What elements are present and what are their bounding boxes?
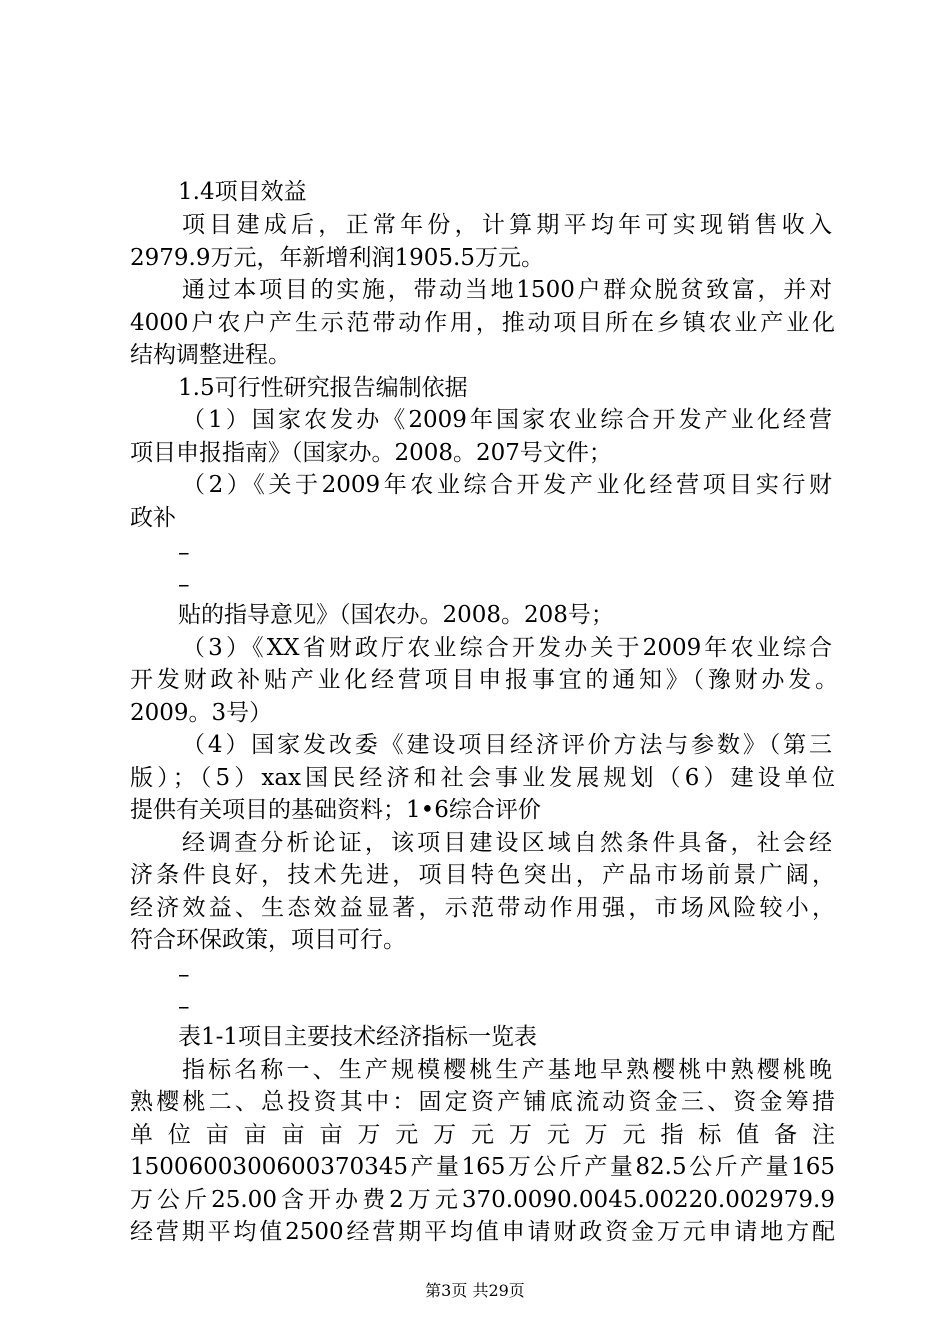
body-line: 项目建成后，正常年份，计算期平均年可实现销售收入 (182, 212, 832, 238)
body-line: 结构调整进程。 (130, 342, 291, 368)
reference-item-4: （4）国家发改委《建设项目经济评价方法与参数》（第三 (182, 732, 832, 758)
body-line: 项目申报指南》（国家办。2008。207号文件； (130, 440, 612, 466)
body-line: 通过本项目的实施，带动当地1500户群众脱贫致富，并对 (182, 277, 832, 303)
body-line: 开发财政补贴产业化经营项目申报事宜的通知》（豫财办发。 (130, 667, 838, 693)
section-heading-1-5: 1.5可行性研究报告编制依据 (178, 375, 468, 401)
body-line: 2009。3号） (130, 700, 273, 726)
page-number-footer: 第3页 共29页 (425, 1281, 525, 1300)
table-text-line: 万公斤25.00含开办费2万元370.0090.0045.00220.002979.9 (130, 1187, 835, 1213)
separator-dash: – (178, 962, 190, 988)
body-line: 政补 (130, 505, 176, 531)
body-line: 经济效益、生态效益显著，示范带动作用强，市场风险较小， (130, 895, 835, 921)
evaluation-line: 经调查分析论证，该项目建设区域自然条件具备，社会经 (182, 830, 832, 856)
table-title: 表1-1项目主要技术经济指标一览表 (178, 1024, 538, 1050)
table-text-line: 熟樱桃二、总投资其中：固定资产铺底流动资金三、资金筹措 (130, 1089, 835, 1115)
body-line: 符合环保政策，项目可行。 (130, 927, 406, 953)
table-text-line: 指标名称一、生产规模樱桃生产基地早熟樱桃中熟樱桃晚 (182, 1057, 832, 1083)
separator-dash: – (178, 572, 190, 598)
body-line: 4000户农户产生示范带动作用，推动项目所在乡镇农业产业化 (130, 310, 835, 336)
separator-dash: – (178, 540, 190, 566)
reference-item-1: （1）国家农发办《2009年国家农业综合开发产业化经营 (182, 407, 832, 433)
reference-item-3: （3）《XX省财政厅农业综合开发办关于2009年农业综合 (182, 635, 832, 661)
body-line: 2979.9万元，年新增利润1905.5万元。 (130, 245, 544, 271)
body-line: 济条件良好，技术先进，项目特色突出，产品市场前景广阔， (130, 862, 835, 888)
reference-item-2: （2）《关于2009年农业综合开发产业化经营项目实行财 (182, 472, 832, 498)
separator-dash: – (178, 994, 190, 1020)
body-line: 提供有关项目的基础资料；1•6综合评价 (130, 797, 541, 823)
reference-item-5-6: 版）；（5）xax国民经济和社会事业发展规划（6）建设单位 (130, 765, 835, 791)
table-text-line: 1500600300600370345产量165万公斤产量82.5公斤产量165 (130, 1154, 835, 1180)
table-text-line: 单位亩亩亩亩万元万元万元万元指标值备注 (130, 1122, 835, 1148)
section-heading-1-4: 1.4项目效益 (178, 179, 307, 205)
body-line: 贴的指导意见》（国农办。2008。208号； (178, 602, 614, 628)
table-text-line: 经营期平均值2500经营期平均值申请财政资金万元申请地方配 (130, 1219, 835, 1245)
